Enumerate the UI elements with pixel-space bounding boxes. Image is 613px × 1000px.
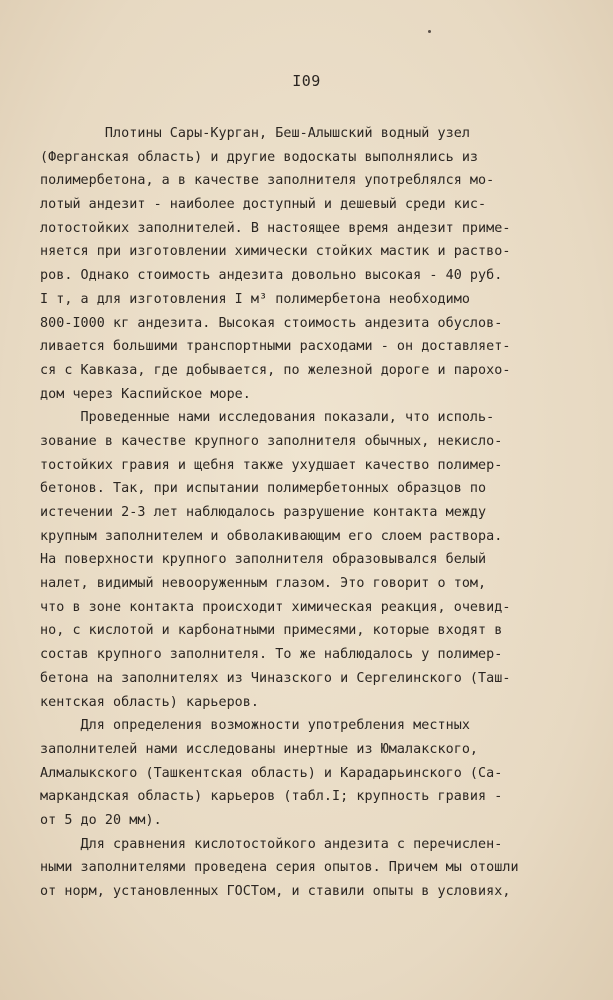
text-line: ся с Кавказа, где добывается, по железной дороге и парохо- [40,362,511,378]
text-line: На поверхности крупного заполнителя образовывался белый [40,552,487,568]
paper-speck [428,30,431,33]
text-line: Для сравнения кислотостойкого андезита с перечислен- [40,836,503,852]
text-line: ными заполнителями проведена серия опытов. Причем мы отошли [40,860,519,876]
body-text [40,122,585,904]
text-line: дом через Каспийское море. [40,386,251,402]
text-line: полимербетона, а в качестве заполнителя употреблялся мо- [40,173,495,189]
text-line: что в зоне контакта происходит химическая реакция, очевид- [40,599,511,615]
text-line: маркандская область) карьеров (табл.I; крупность гравия - [40,789,503,805]
text-line: зование в качестве крупного заполнителя обычных, некисло- [40,433,503,449]
text-line: I т, а для изготовления I м³ полимербетона необходимо [40,291,470,307]
text-line: Алмалыкского (Ташкентская область) и Карадарьинского (Са- [40,765,503,781]
text-line: Для определения возможности употребления местных [40,718,470,734]
page-number: I09 [292,72,321,90]
text-line: заполнителей нами исследованы инертные из Юмалакского, [40,741,479,757]
text-line: крупным заполнителем и обволакивающим его слоем раствора. [40,528,503,544]
text-line: бетона на заполнителях из Чиназского и Сергелинского (Таш- [40,670,511,686]
text-line: (Ферганская область) и другие водоскаты выполнялись из [40,149,479,165]
text-line: но, с кислотой и карбонатными примесями, которые входят в [40,623,503,639]
text-line: Плотины Сары-Курган, Беш-Алышский водный узел [40,126,470,141]
text-line: лотый андезит - наиболее доступный и дешевый среди кис- [40,197,487,213]
text-line: тостойких гравия и щебня также ухудшает качество полимер- [40,457,503,473]
text-line: кентская область) карьеров. [40,694,260,710]
text-line: налет, видимый невооруженным глазом. Это говорит о том, [40,576,487,592]
text-line: 800-I000 кг андезита. Высокая стоимость андезита обуслов- [40,315,503,331]
text-line: бетонов. Так, при испытании полимербетонных образцов по [40,481,487,497]
text-line: ров. Однако стоимость андезита довольно высокая - 40 руб. [40,268,503,284]
text-line: истечении 2-3 лет наблюдалось разрушение контакта между [40,505,487,520]
text-line: Проведенные нами исследования показали, что исполь- [40,410,495,426]
text-line: состав крупного заполнителя. То же наблюдалось у полимер- [40,647,503,663]
text-line: лотостойких заполнителей. В настоящее время андезит приме- [40,220,511,236]
text-line: ливается большими транспортными расходами - он доставляет- [40,339,511,355]
text-line: от 5 до 20 мм). [40,812,162,828]
text-line: от норм, установленных ГОСТом, и ставили опыты в условиях, [40,884,511,899]
text-line: няется при изготовлении химически стойких мастик и раство- [40,244,511,260]
